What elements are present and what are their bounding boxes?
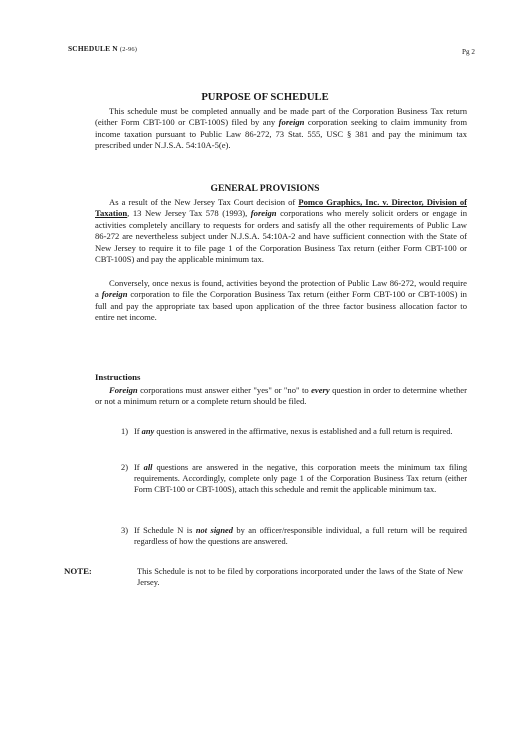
note-label: NOTE: (64, 566, 92, 576)
general-provisions-paragraph-1 (95, 197, 467, 265)
item-text-a: If (134, 463, 144, 472)
gp-p1-text-c: corporations who merely solicit orders or engage in activities completely ancillary to requests for orders and satisfy all the other requirements of Public Law 86-272 are nevertheless subject under N.J.S.A. 54:10A-2 and have sufficient connection with the State of New Jersey to require it to file page 1 of the Corporation Business Tax return (either Form CBT-100 or CBT-100S) and pay the applicable minimum tax. (95, 208, 467, 265)
item-number: 1) (121, 427, 128, 436)
item-text (134, 426, 467, 437)
gp-p2-text-a: Conversely, once nexus is found, activities beyond the protection of Public Law 86-272, would require a (95, 278, 467, 300)
item-text-b: question is answered in the affirmative, nexus is established and a full return is required. (154, 427, 453, 436)
instruction-item (121, 525, 467, 549)
purpose-text-2: corporation seeking to claim immunity from income taxation pursuant to Public Law 86-272, 73 Stat. 555, USC § 381 and pay the minimum tax prescribed under N.J.S.A. 54:10A-5(e). (95, 117, 468, 151)
item-emphasis: all (143, 463, 153, 472)
revision-date: (2-96) (119, 46, 138, 53)
item-text-a: If Schedule N is (134, 526, 196, 535)
purpose-foreign: foreign (278, 117, 305, 128)
purpose-text-1: This schedule must be completed annually and be made part of the Corporation Business Tax return (either Form CBT-100 or CBT-100S) filed by any (95, 106, 467, 128)
item-number: 3) (121, 526, 128, 535)
instructions-intro (95, 385, 467, 408)
instructions-title: Instructions (95, 372, 141, 382)
gp-p1-text-b: , 13 New Jersey Tax 578 (1993), (127, 208, 251, 219)
gp-p2-text-b: corporation to file the Corporation Business Tax return (either Form CBT-100 or CBT-100S) in full and pay the appropriate tax based upon application of the three factor business allocation factor to entire net income. (95, 289, 467, 323)
instr-text-a: corporations must answer either "yes" or "no" to (137, 385, 312, 395)
general-provisions-paragraph-2 (95, 278, 467, 324)
item-text (134, 525, 467, 547)
instruction-item (121, 462, 467, 510)
item-text-b: by an officer/responsible individual, a full return will be required regardless of how the questions are answered. (134, 526, 467, 547)
case-citation: Pomco Graphics, Inc. v. Director, Division of Taxation (95, 197, 467, 219)
item-emphasis: not signed (195, 526, 233, 535)
note-text: This Schedule is not to be filed by corporations incorporated under the laws of the State of New Jersey. (137, 567, 463, 588)
item-emphasis: any (141, 427, 155, 436)
purpose-paragraph (95, 106, 467, 152)
purpose-title: PURPOSE OF SCHEDULE (201, 92, 329, 103)
instr-text-b: question in order to determine whether or not a minimum return or a complete return should be filed. (95, 385, 467, 407)
item-text-b: questions are answered in the negative, this corporation meets the minimum tax filing requirements. Accordingly, complete only page 1 of the Corporation Business Tax return (either Form CBT-100 or CBT-100S), attach this schedule and remit the applicable minimum tax. (134, 463, 468, 495)
gp-p2-foreign: foreign (101, 289, 128, 300)
schedule-label: SCHEDULE N (68, 44, 118, 53)
gp-p1-foreign: foreign (250, 208, 277, 219)
gp-p1-text-a: As a result of the New Jersey Tax Court decision of (109, 197, 299, 207)
instr-foreign: Foreign (109, 385, 138, 395)
item-text-a: If (134, 427, 142, 436)
instr-every: every (311, 385, 330, 395)
item-number: 2) (121, 463, 128, 472)
item-text (134, 462, 467, 496)
general-provisions-title: GENERAL PROVISIONS (210, 183, 320, 194)
instruction-item (121, 426, 467, 450)
schedule-header (68, 44, 137, 53)
page-number: Pg 2 (462, 48, 475, 56)
